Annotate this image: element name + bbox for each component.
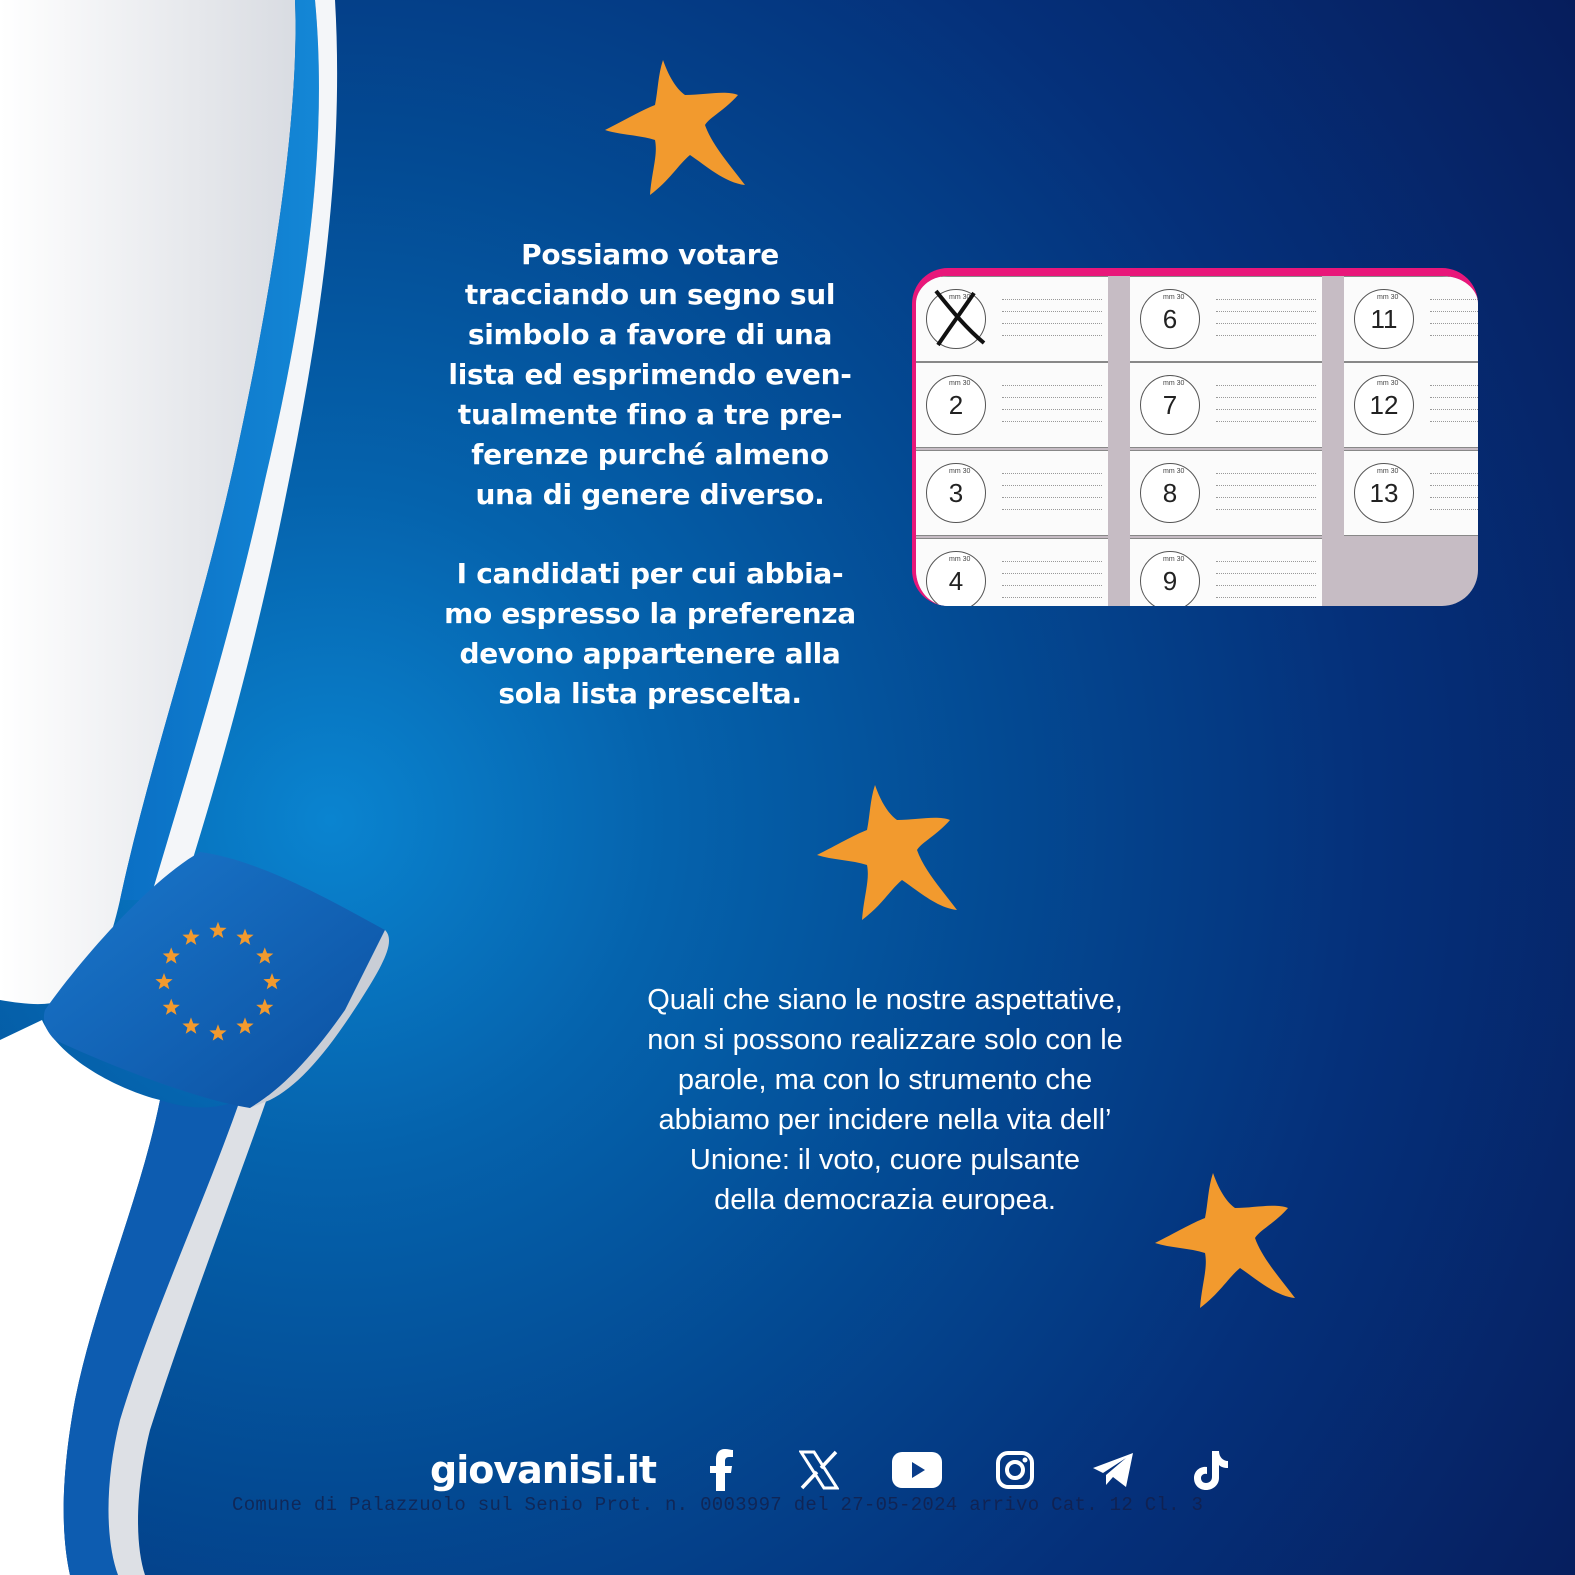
ballot-illustration bbox=[912, 268, 1478, 606]
dotted-line bbox=[1430, 335, 1478, 336]
dotted-line bbox=[1002, 397, 1102, 398]
text-line: tracciando un segno sul bbox=[464, 278, 836, 311]
youtube-icon[interactable] bbox=[892, 1445, 942, 1495]
mm-label: mm 30 bbox=[949, 294, 971, 301]
dotted-line bbox=[1430, 497, 1478, 498]
facebook-icon[interactable] bbox=[696, 1445, 746, 1495]
ballot-column bbox=[1344, 276, 1478, 606]
ballot-list-cell bbox=[1344, 362, 1478, 448]
dotted-line bbox=[1430, 311, 1478, 312]
voting-instructions-text bbox=[430, 235, 870, 515]
dotted-line bbox=[1216, 311, 1316, 312]
mm-label: mm 30 bbox=[949, 468, 971, 475]
dotted-line bbox=[1002, 335, 1102, 336]
mm-label: mm 30 bbox=[949, 556, 971, 563]
text-line: Quali che siano le nostre aspettative, bbox=[647, 984, 1123, 1016]
text-line: I candidati per cui abbia- bbox=[456, 557, 844, 590]
mm-label: mm 30 bbox=[1377, 380, 1399, 387]
dotted-line bbox=[1216, 323, 1316, 324]
mm-label: mm 30 bbox=[1163, 380, 1185, 387]
list-symbol-circle bbox=[1140, 289, 1200, 349]
dotted-line bbox=[1002, 561, 1102, 562]
ballot-list-cell bbox=[1344, 276, 1478, 362]
dotted-line bbox=[1002, 485, 1102, 486]
list-symbol-circle bbox=[1354, 289, 1414, 349]
list-number: 4 bbox=[948, 565, 964, 596]
tiktok-icon[interactable] bbox=[1186, 1445, 1236, 1495]
list-number: 7 bbox=[1162, 389, 1178, 420]
dotted-line bbox=[1430, 323, 1478, 324]
text-line: Possiamo votare bbox=[521, 238, 779, 271]
ballot-column bbox=[1130, 276, 1322, 606]
dotted-line bbox=[1430, 409, 1478, 410]
dotted-line bbox=[1216, 397, 1316, 398]
dotted-line bbox=[1216, 585, 1316, 586]
ballot-list-cell bbox=[916, 362, 1108, 448]
list-number: 6 bbox=[1162, 303, 1178, 334]
ballot-list-cell bbox=[916, 276, 1108, 362]
dotted-line bbox=[1430, 473, 1478, 474]
dotted-line bbox=[1216, 561, 1316, 562]
mm-label: mm 30 bbox=[1163, 294, 1185, 301]
mm-label: mm 30 bbox=[1377, 468, 1399, 475]
list-number: 3 bbox=[948, 477, 964, 508]
list-number: 13 bbox=[1369, 477, 1399, 508]
mm-label: mm 30 bbox=[1377, 294, 1399, 301]
dotted-line bbox=[1002, 497, 1102, 498]
vote-cross-mark bbox=[922, 281, 992, 351]
dotted-line bbox=[1002, 421, 1102, 422]
list-number: 12 bbox=[1369, 389, 1399, 420]
dotted-line bbox=[1216, 497, 1316, 498]
protocol-stamp: Comune di Palazzuolo sul Senio Prot. n. 0003997 del 27-05-2024 arrivo Cat. 12 Cl. 3 bbox=[232, 1494, 1204, 1516]
dotted-line bbox=[1216, 409, 1316, 410]
telegram-icon[interactable] bbox=[1088, 1445, 1138, 1495]
text-line: mo espresso la preferenza bbox=[444, 597, 856, 630]
text-line: abbiamo per incidere nella vita dell’ bbox=[658, 1104, 1112, 1136]
list-symbol-circle bbox=[1140, 375, 1200, 435]
star-icon bbox=[600, 55, 750, 200]
dotted-line bbox=[1002, 311, 1102, 312]
dotted-line bbox=[1216, 597, 1316, 598]
text-line: simbolo a favore di una bbox=[467, 318, 833, 351]
ballot-list-cell bbox=[916, 450, 1108, 536]
dotted-line bbox=[1216, 509, 1316, 510]
text-line: tualmente fino a tre pre- bbox=[457, 398, 843, 431]
site-link[interactable]: giovanisi.it bbox=[430, 1448, 657, 1492]
instagram-icon[interactable] bbox=[990, 1445, 1040, 1495]
eu-flag-ribbon bbox=[0, 0, 400, 1575]
x-icon[interactable] bbox=[794, 1445, 844, 1495]
star-icon bbox=[812, 780, 962, 925]
list-number: 9 bbox=[1162, 565, 1178, 596]
dotted-line bbox=[1002, 385, 1102, 386]
dotted-line bbox=[1002, 597, 1102, 598]
closing-message-text bbox=[580, 980, 1190, 1220]
list-symbol-circle bbox=[1354, 375, 1414, 435]
dotted-line bbox=[1216, 485, 1316, 486]
ballot-column bbox=[916, 276, 1108, 606]
dotted-line bbox=[1430, 421, 1478, 422]
list-number: 2 bbox=[948, 389, 964, 420]
text-line: devono appartenere alla bbox=[459, 637, 841, 670]
list-symbol-circle bbox=[926, 375, 986, 435]
ballot-list-cell bbox=[916, 538, 1108, 606]
text-line: parole, ma con lo strumento che bbox=[677, 1064, 1093, 1096]
list-symbol-circle bbox=[926, 551, 986, 606]
dotted-line bbox=[1002, 473, 1102, 474]
text-line: lista ed esprimendo even- bbox=[448, 358, 852, 391]
dotted-line bbox=[1216, 473, 1316, 474]
dotted-line bbox=[1430, 385, 1478, 386]
text-line: una di genere diverso. bbox=[475, 478, 825, 511]
dotted-line bbox=[1216, 573, 1316, 574]
candidates-rule-text bbox=[430, 554, 870, 714]
text-line: Unione: il voto, cuore pulsante bbox=[689, 1144, 1081, 1176]
dotted-line bbox=[1002, 573, 1102, 574]
dotted-line bbox=[1216, 335, 1316, 336]
text-line: ferenze purché almeno bbox=[471, 438, 829, 471]
dotted-line bbox=[1430, 299, 1478, 300]
dotted-line bbox=[1002, 409, 1102, 410]
dotted-line bbox=[1430, 485, 1478, 486]
ballot-list-cell bbox=[1344, 450, 1478, 536]
text-line: della democrazia europea. bbox=[714, 1184, 1056, 1216]
list-symbol-circle bbox=[1140, 551, 1200, 606]
ballot-list-cell bbox=[1130, 362, 1322, 448]
dotted-line bbox=[1002, 509, 1102, 510]
list-symbol-circle bbox=[1354, 463, 1414, 523]
text-line: non si possono realizzare solo con le bbox=[647, 1024, 1123, 1056]
dotted-line bbox=[1216, 385, 1316, 386]
footer bbox=[430, 1440, 1284, 1500]
dotted-line bbox=[1430, 509, 1478, 510]
list-symbol-circle bbox=[1140, 463, 1200, 523]
dotted-line bbox=[1216, 421, 1316, 422]
dotted-line bbox=[1430, 397, 1478, 398]
list-number: 11 bbox=[1370, 303, 1398, 334]
list-number: 8 bbox=[1162, 477, 1178, 508]
text-line: sola lista prescelta. bbox=[498, 677, 802, 710]
ballot-list-cell bbox=[1130, 450, 1322, 536]
mm-label: mm 30 bbox=[949, 380, 971, 387]
dotted-line bbox=[1002, 585, 1102, 586]
ballot-list-cell bbox=[1130, 276, 1322, 362]
ballot-list-cell bbox=[1130, 538, 1322, 606]
dotted-line bbox=[1216, 299, 1316, 300]
dotted-line bbox=[1002, 323, 1102, 324]
mm-label: mm 30 bbox=[1163, 468, 1185, 475]
list-symbol-circle bbox=[926, 463, 986, 523]
dotted-line bbox=[1002, 299, 1102, 300]
mm-label: mm 30 bbox=[1163, 556, 1185, 563]
